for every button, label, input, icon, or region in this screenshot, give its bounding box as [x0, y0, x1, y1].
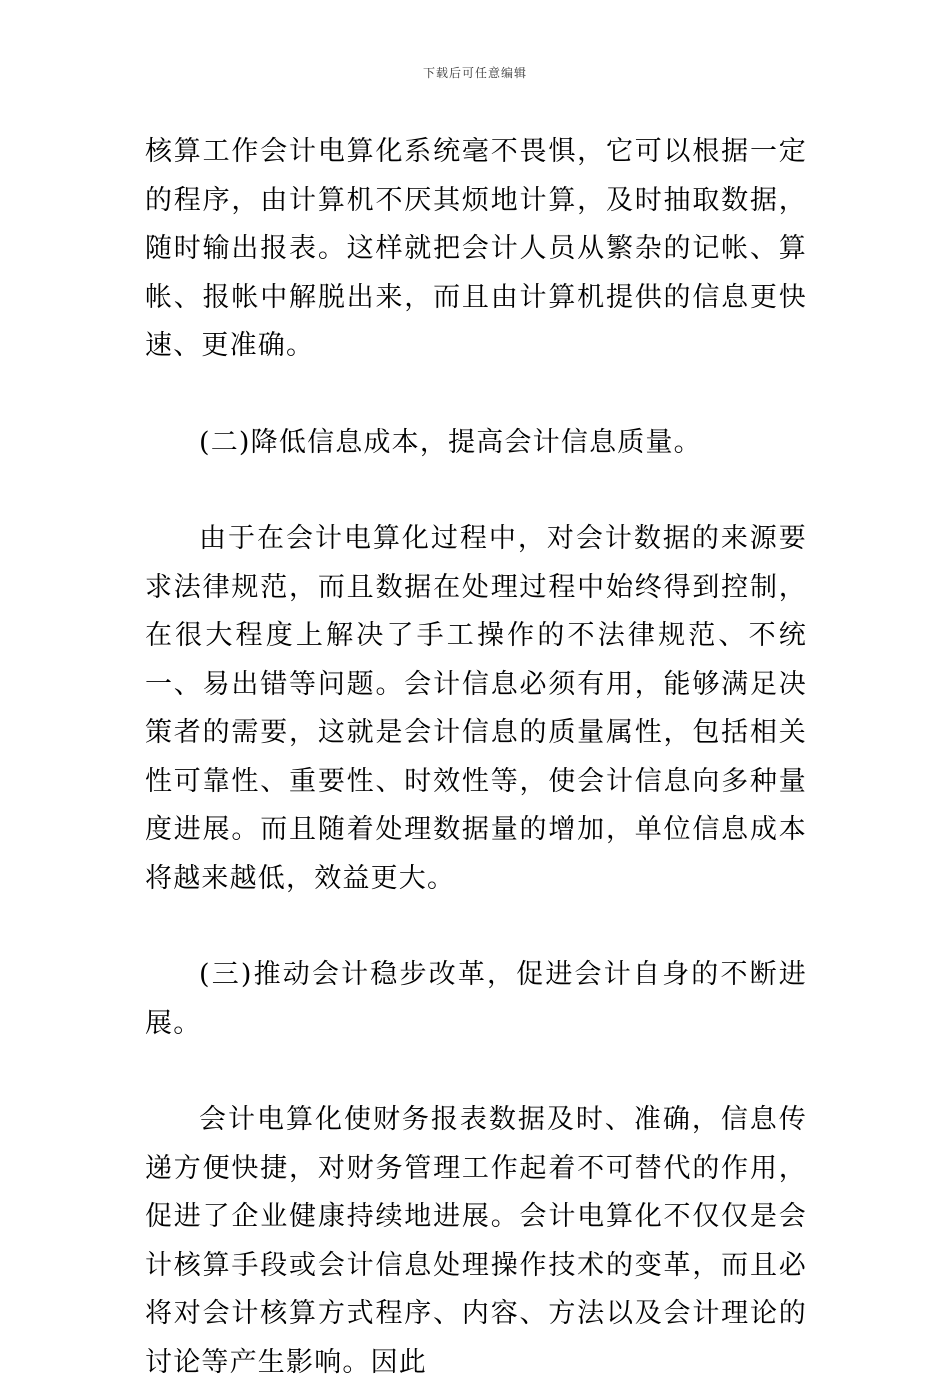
paragraph-information-cost: 由于在会计电算化过程中，对会计数据的来源要求法律规范，而且数据在处理过程中始终得到控制，在很大程度上解决了手工操作的不法律规范、不统一、易出错等问题。会计信息必须有用，能够满足决策者的需要，这就是会计信息的质量属性，包括相关性可靠性、重要性、时效性等，使会计信息向多种量度进展。而且随着处理数据量的增加，单位信息成本将越来越低，效益更大。	[145, 523, 807, 894]
document-body	[145, 128, 807, 1387]
header-note: 下载后可任意编辑	[422, 66, 527, 80]
section-heading-2: (二)降低信息成本，提高会计信息质量。	[199, 426, 702, 458]
paragraph-continuation: 核算工作会计电算化系统毫不畏惧，它可以根据一定的程序，由计算机不厌其烦地计算，及时抽取数据，随时输出报表。这样就把会计人员从繁杂的记帐、算帐、报帐中解脱出来，而且由计算机提供的信息更快速、更准确。	[145, 136, 807, 361]
section-heading-3: (三)推动会计稳步改革，促进会计自身的不断进展。	[145, 959, 807, 1039]
paragraph-reform: 会计电算化使财务报表数据及时、准确，信息传递方便快捷，对财务管理工作起着不可替代的作用，促进了企业健康持续地进展。会计电算化不仅仅是会计核算手段或会计信息处理操作技术的变革，而且必将对会计核算方式程序、内容、方法以及会计理论的讨论等产生影响。因此	[145, 1104, 807, 1378]
